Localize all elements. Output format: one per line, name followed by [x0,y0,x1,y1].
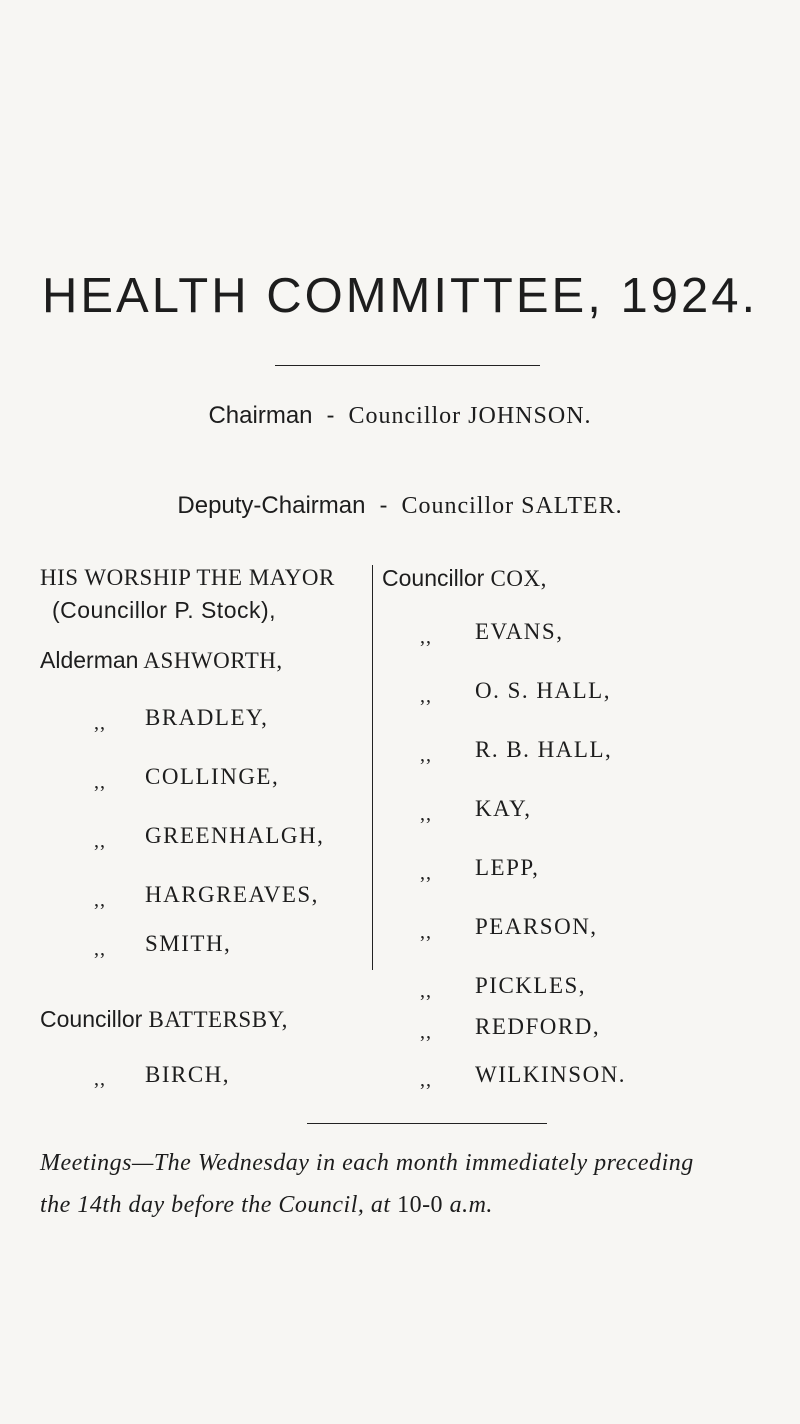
meetings-note [40,1142,800,1226]
alderman-name: SMITH, [145,931,232,956]
divider-top [275,365,540,366]
councillor-prefix: Councillor [382,565,485,591]
ditto-mark: ,, [94,889,106,911]
ditto-mark: ,, [94,830,106,852]
ditto-mark: ,, [420,685,432,707]
page-title: HEALTH COMMITTEE, 1924. [41,269,759,323]
ditto-mark: ,, [420,744,432,766]
councillor-name: R. B. HALL, [475,737,613,762]
ditto-mark: ,, [94,1068,106,1090]
councillor-name: PICKLES, [475,973,587,998]
councillor-name: WILKINSON. [475,1062,627,1087]
ditto-mark: ,, [420,803,432,825]
ditto-mark: ,, [94,712,106,734]
mayor-line: HIS WORSHIP THE MAYOR [40,565,335,590]
ditto-mark: ,, [420,1021,432,1043]
councillor-name: BATTERSBY, [148,1007,288,1032]
councillor-name: PEARSON, [475,914,598,939]
councillor-name: REDFORD, [475,1014,601,1039]
column-divider [372,565,373,970]
councillor-name: EVANS, [475,619,564,644]
meetings-text-1: —The Wednesday in each month immediately preceding [131,1150,694,1176]
meetings-text-2c: a.m. [449,1192,493,1218]
alderman-name: BRADLEY, [145,705,269,730]
deputy-chairman-role: Deputy-Chairman [177,492,366,519]
councillor-line-first-right [382,565,547,592]
alderman-line-first [40,647,283,674]
councillor-name: O. S. HALL, [475,678,611,703]
councillor-line-first-left [40,1006,288,1033]
councillor-name: BIRCH, [145,1062,231,1087]
meetings-text-2b: day before the Council, at [128,1192,391,1218]
alderman-name: GREENHALGH, [145,823,325,848]
ditto-mark: ,, [420,980,432,1002]
meetings-label: Meetings [40,1150,132,1176]
meetings-time: 10-0 [397,1192,444,1218]
alderman-name: HARGREAVES, [145,882,319,907]
councillor-name: LEPP, [475,855,540,880]
deputy-chairman-name: Councillor SALTER. [401,493,623,519]
mayor-note: (Councillor P. Stock), [52,597,277,623]
ditto-mark: ,, [94,771,106,793]
meetings-line-1 [40,1142,800,1184]
alderman-prefix: Alderman [40,647,139,673]
councillor-name: COX, [490,566,547,591]
ditto-mark: ,, [420,1069,432,1091]
councillor-prefix: Councillor [40,1006,143,1032]
alderman-name: COLLINGE, [145,764,280,789]
deputy-chairman-line [0,492,800,520]
councillor-name: KAY, [475,796,532,821]
meetings-text-2a: the [40,1192,71,1218]
ditto-mark: ,, [420,921,432,943]
meetings-line-2 [40,1184,800,1226]
deputy-chairman-dash: - [379,492,388,519]
divider-bottom [307,1123,547,1124]
meetings-day: 14th [77,1192,122,1218]
alderman-name: ASHWORTH, [143,648,283,673]
chairman-name: Councillor JOHNSON. [348,403,592,429]
ditto-mark: ,, [420,862,432,884]
ditto-mark: ,, [94,938,106,960]
chairman-role: Chairman [208,402,313,429]
chairman-dash: - [326,402,335,429]
ditto-mark: ,, [420,626,432,648]
chairman-line [0,402,800,430]
